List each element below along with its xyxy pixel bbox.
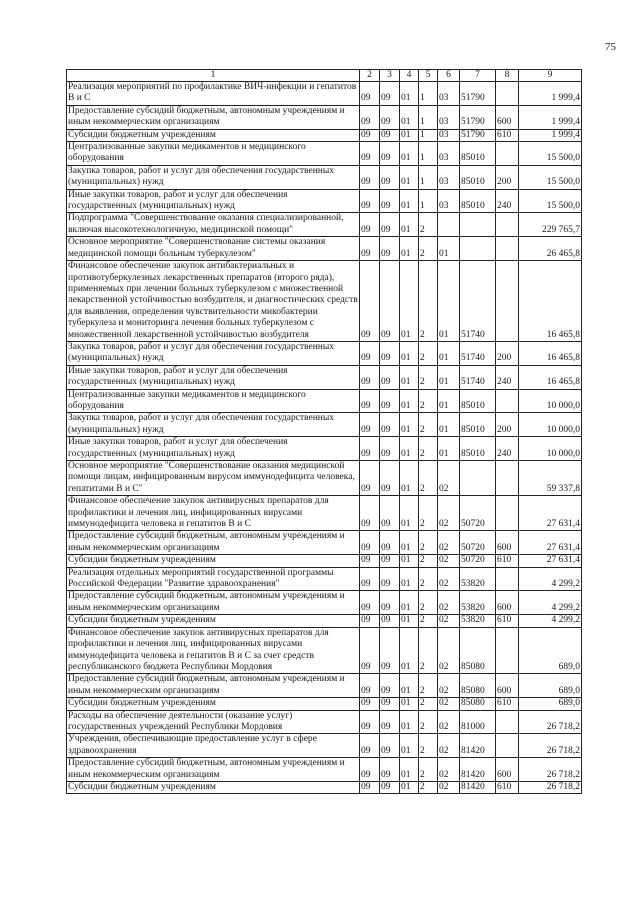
table-row (67, 461, 582, 496)
section-code-cell: 09 (380, 461, 400, 496)
expense-name-cell: Иные закупки товаров, работ и услуг для обеспечения государственных (муниципальных) нужд (67, 189, 360, 213)
program-code-cell: 2 (419, 413, 438, 437)
section-code-cell: 09 (380, 237, 400, 261)
expense-type-code-cell (496, 213, 519, 237)
amount-cell: 15 500,0 (519, 165, 582, 189)
target-code-cell: 85010 (460, 413, 496, 437)
section-code-cell: 09 (380, 555, 400, 567)
program-code-cell: 2 (419, 365, 438, 389)
program-code-cell: 1 (419, 189, 438, 213)
target-code-cell: 81420 (460, 781, 496, 793)
ministry-code-cell: 09 (360, 591, 380, 615)
table-row (67, 615, 582, 627)
program-code-cell: 2 (419, 341, 438, 365)
section-code-cell: 09 (380, 129, 400, 141)
subsection-code-cell: 01 (400, 781, 419, 793)
expense-type-code-cell: 200 (496, 413, 519, 437)
expense-name-cell: Субсидии бюджетным учреждениям (67, 615, 360, 627)
ministry-code-cell: 09 (360, 734, 380, 758)
subsection-code-cell: 01 (400, 142, 419, 166)
target-code-cell: 53820 (460, 567, 496, 591)
amount-cell: 1 999,4 (519, 129, 582, 141)
target-code-cell: 81000 (460, 710, 496, 734)
subprogram-code-cell: 02 (438, 698, 460, 710)
expense-name-cell: Предоставление субсидий бюджетным, автономным учреждениям и иным некоммерческим организациям (67, 531, 360, 555)
program-code-cell: 1 (419, 165, 438, 189)
expense-name-cell: Закупка товаров, работ и услуг для обеспечения государственных (муниципальных) нужд (67, 341, 360, 365)
budget-table (66, 69, 582, 794)
target-code-cell: 51790 (460, 105, 496, 129)
subsection-code-cell: 01 (400, 129, 419, 141)
expense-name-cell: Закупка товаров, работ и услуг для обеспечения государственных (муниципальных) нужд (67, 165, 360, 189)
header-cell: 5 (419, 70, 438, 82)
ministry-code-cell: 09 (360, 496, 380, 531)
amount-cell: 4 299,2 (519, 615, 582, 627)
expense-type-code-cell (496, 142, 519, 166)
program-code-cell: 2 (419, 781, 438, 793)
table-row (67, 261, 582, 342)
page-number: 75 (605, 41, 616, 53)
target-code-cell: 85010 (460, 189, 496, 213)
program-code-cell: 2 (419, 555, 438, 567)
expense-type-code-cell (496, 496, 519, 531)
table-row (67, 165, 582, 189)
subsection-code-cell: 01 (400, 261, 419, 342)
program-code-cell: 2 (419, 698, 438, 710)
table-row (67, 365, 582, 389)
table-row (67, 627, 582, 674)
subprogram-code-cell: 01 (438, 261, 460, 342)
expense-name-cell: Финансовое обеспечение закупок антивирусных препаратов для профилактики и лечения лиц, инфицированных вирусами иммунодефицита человека и гепатитов В и С (67, 496, 360, 531)
target-code-cell: 51790 (460, 82, 496, 106)
ministry-code-cell: 09 (360, 365, 380, 389)
expense-name-cell: Учреждения, обеспечивающие предоставление услуг в сфере здравоохранения (67, 734, 360, 758)
section-code-cell: 09 (380, 365, 400, 389)
ministry-code-cell: 09 (360, 189, 380, 213)
amount-cell: 26 718,2 (519, 710, 582, 734)
program-code-cell: 2 (419, 261, 438, 342)
expense-name-cell: Иные закупки товаров, работ и услуг для обеспечения государственных (муниципальных) нужд (67, 365, 360, 389)
amount-cell: 1 999,4 (519, 105, 582, 129)
expense-name-cell: Предоставление субсидий бюджетным, автономным учреждениям и иным некоммерческим организациям (67, 758, 360, 782)
subsection-code-cell: 01 (400, 461, 419, 496)
header-cell: 6 (438, 70, 460, 82)
table-row (67, 734, 582, 758)
program-code-cell: 2 (419, 437, 438, 461)
table-row (67, 82, 582, 106)
expense-type-code-cell: 600 (496, 591, 519, 615)
ministry-code-cell: 09 (360, 437, 380, 461)
subprogram-code-cell: 02 (438, 781, 460, 793)
program-code-cell: 2 (419, 237, 438, 261)
table-row (67, 189, 582, 213)
subsection-code-cell: 01 (400, 567, 419, 591)
subprogram-code-cell: 02 (438, 496, 460, 531)
expense-type-code-cell: 240 (496, 365, 519, 389)
amount-cell: 4 299,2 (519, 567, 582, 591)
program-code-cell: 2 (419, 531, 438, 555)
amount-cell: 689,0 (519, 627, 582, 674)
target-code-cell (460, 213, 496, 237)
subprogram-code-cell: 01 (438, 389, 460, 413)
target-code-cell: 51790 (460, 129, 496, 141)
subsection-code-cell: 01 (400, 674, 419, 698)
program-code-cell: 2 (419, 496, 438, 531)
subprogram-code-cell: 01 (438, 365, 460, 389)
subprogram-code-cell: 02 (438, 555, 460, 567)
section-code-cell: 09 (380, 142, 400, 166)
target-code-cell: 50720 (460, 531, 496, 555)
amount-cell: 689,0 (519, 674, 582, 698)
section-code-cell: 09 (380, 189, 400, 213)
amount-cell: 59 337,8 (519, 461, 582, 496)
expense-type-code-cell: 610 (496, 555, 519, 567)
amount-cell: 4 299,2 (519, 591, 582, 615)
ministry-code-cell: 09 (360, 758, 380, 782)
expense-name-cell: Субсидии бюджетным учреждениям (67, 129, 360, 141)
target-code-cell: 85080 (460, 627, 496, 674)
ministry-code-cell: 09 (360, 82, 380, 106)
expense-name-cell: Предоставление субсидий бюджетным, автономным учреждениям и иным некоммерческим организациям (67, 674, 360, 698)
subprogram-code-cell (438, 213, 460, 237)
section-code-cell: 09 (380, 261, 400, 342)
table-row (67, 555, 582, 567)
header-cell: 1 (67, 70, 360, 82)
amount-cell: 229 765,7 (519, 213, 582, 237)
amount-cell: 15 500,0 (519, 189, 582, 213)
target-code-cell: 85010 (460, 437, 496, 461)
expense-type-code-cell (496, 237, 519, 261)
ministry-code-cell: 09 (360, 627, 380, 674)
header-cell: 7 (460, 70, 496, 82)
ministry-code-cell: 09 (360, 710, 380, 734)
program-code-cell: 1 (419, 142, 438, 166)
table-row (67, 567, 582, 591)
expense-name-cell: Финансовое обеспечение закупок антибактериальных и противотуберкулезных лекарственных препаратов (второго ряда), применяемых при лечении больных туберкулезом с множественной лекарственной устойчивостью возбудителя, и диагностических средств для выявления, определения чувствительности микобактерии туберкулеза и мониторинга лечения больных туберкулезом с множественной лекарственной устойчивостью возбудителя (68, 261, 358, 340)
expense-name-cell: Реализация отдельных мероприятий государственной программы Российской Федерации "Развитие здравоохранения" (67, 567, 360, 591)
expense-name-cell: Субсидии бюджетным учреждениям (67, 555, 360, 567)
subprogram-code-cell: 02 (438, 567, 460, 591)
section-code-cell: 09 (380, 758, 400, 782)
expense-type-code-cell (496, 627, 519, 674)
program-code-cell: 2 (419, 567, 438, 591)
section-code-cell: 09 (380, 413, 400, 437)
ministry-code-cell: 09 (360, 531, 380, 555)
section-code-cell: 09 (380, 437, 400, 461)
amount-cell: 689,0 (519, 698, 582, 710)
header-row (67, 70, 582, 82)
subprogram-code-cell: 03 (438, 165, 460, 189)
table-row (67, 591, 582, 615)
target-code-cell: 53820 (460, 591, 496, 615)
program-code-cell: 2 (419, 734, 438, 758)
target-code-cell: 51740 (460, 365, 496, 389)
expense-type-code-cell (496, 710, 519, 734)
ministry-code-cell: 09 (360, 461, 380, 496)
expense-name-cell: Реализация мероприятий по профилактике ВИЧ-инфекции и гепатитов В и С (67, 82, 360, 106)
subsection-code-cell: 01 (400, 237, 419, 261)
amount-cell: 16 465,8 (519, 341, 582, 365)
subprogram-code-cell: 02 (438, 591, 460, 615)
subsection-code-cell: 01 (400, 591, 419, 615)
ministry-code-cell: 09 (360, 142, 380, 166)
subsection-code-cell: 01 (400, 413, 419, 437)
subprogram-code-cell: 01 (438, 413, 460, 437)
section-code-cell: 09 (380, 615, 400, 627)
section-code-cell: 09 (380, 710, 400, 734)
section-code-cell: 09 (380, 591, 400, 615)
expense-name-cell: Централизованные закупки медикаментов и медицинского оборудования (67, 389, 360, 413)
amount-cell: 26 718,2 (519, 734, 582, 758)
table-row (67, 698, 582, 710)
program-code-cell: 1 (419, 129, 438, 141)
section-code-cell: 09 (380, 781, 400, 793)
subprogram-code-cell: 03 (438, 189, 460, 213)
table-row (67, 781, 582, 793)
ministry-code-cell: 09 (360, 261, 380, 342)
table-row (67, 341, 582, 365)
program-code-cell: 2 (419, 627, 438, 674)
expense-name-cell: Субсидии бюджетным учреждениям (67, 781, 360, 793)
target-code-cell: 81420 (460, 758, 496, 782)
table-row (67, 758, 582, 782)
subprogram-code-cell: 02 (438, 734, 460, 758)
expense-name-cell: Предоставление субсидий бюджетным, автономным учреждениям и иным некоммерческим организациям (67, 105, 360, 129)
target-code-cell: 53820 (460, 615, 496, 627)
program-code-cell: 2 (419, 213, 438, 237)
subsection-code-cell: 01 (400, 165, 419, 189)
amount-cell: 10 000,0 (519, 389, 582, 413)
expense-type-code-cell (496, 389, 519, 413)
target-code-cell: 85080 (460, 674, 496, 698)
subprogram-code-cell: 01 (438, 437, 460, 461)
expense-name-cell: Подпрограмма "Совершенствование оказания специализированной, включая высокотехнологичную, медицинской помощи" (67, 213, 360, 237)
amount-cell: 26 465,8 (519, 237, 582, 261)
expense-type-code-cell: 200 (496, 341, 519, 365)
table-row (67, 213, 582, 237)
target-code-cell: 85010 (460, 389, 496, 413)
subprogram-code-cell: 02 (438, 461, 460, 496)
expense-type-code-cell: 200 (496, 165, 519, 189)
section-code-cell: 09 (380, 105, 400, 129)
subprogram-code-cell: 01 (438, 237, 460, 261)
amount-cell: 10 000,0 (519, 437, 582, 461)
expense-type-code-cell: 610 (496, 129, 519, 141)
ministry-code-cell: 09 (360, 698, 380, 710)
subsection-code-cell: 01 (400, 734, 419, 758)
subsection-code-cell: 01 (400, 389, 419, 413)
subprogram-code-cell: 02 (438, 710, 460, 734)
amount-cell: 15 500,0 (519, 142, 582, 166)
subsection-code-cell: 01 (400, 496, 419, 531)
header-cell: 9 (519, 70, 582, 82)
target-code-cell (460, 237, 496, 261)
table-row (67, 674, 582, 698)
subprogram-code-cell: 02 (438, 531, 460, 555)
header-cell: 4 (400, 70, 419, 82)
ministry-code-cell: 09 (360, 237, 380, 261)
table-row (67, 105, 582, 129)
table-row (67, 129, 582, 141)
table-body (67, 82, 582, 794)
expense-type-code-cell: 600 (496, 531, 519, 555)
subsection-code-cell: 01 (400, 758, 419, 782)
subsection-code-cell: 01 (400, 710, 419, 734)
ministry-code-cell: 09 (360, 105, 380, 129)
amount-cell: 26 718,2 (519, 758, 582, 782)
table-row (67, 142, 582, 166)
subsection-code-cell: 01 (400, 615, 419, 627)
section-code-cell: 09 (380, 567, 400, 591)
program-code-cell: 2 (419, 461, 438, 496)
section-code-cell: 09 (380, 165, 400, 189)
expense-name-cell: Расходы на обеспечение деятельности (оказание услуг) государственных учреждений Республики Мордовия (67, 710, 360, 734)
table-row (67, 389, 582, 413)
section-code-cell: 09 (380, 674, 400, 698)
expense-type-code-cell: 610 (496, 781, 519, 793)
subprogram-code-cell: 03 (438, 105, 460, 129)
ministry-code-cell: 09 (360, 213, 380, 237)
subprogram-code-cell: 03 (438, 142, 460, 166)
table-row (67, 710, 582, 734)
target-code-cell: 50720 (460, 496, 496, 531)
subsection-code-cell: 01 (400, 531, 419, 555)
ministry-code-cell: 09 (360, 389, 380, 413)
section-code-cell: 09 (380, 82, 400, 106)
program-code-cell: 2 (419, 591, 438, 615)
subprogram-code-cell: 02 (438, 627, 460, 674)
table-row (67, 437, 582, 461)
expense-name-cell: Финансовое обеспечение закупок антивирусных препаратов для профилактики и лечения лиц, инфицированных вирусами иммунодефицита человека и гепатитов В и С за счет средств республиканского бюджета Республики Мордовия (67, 627, 360, 674)
subprogram-code-cell: 01 (438, 341, 460, 365)
program-code-cell: 1 (419, 105, 438, 129)
section-code-cell: 09 (380, 213, 400, 237)
section-code-cell: 09 (380, 341, 400, 365)
expense-type-code-cell: 600 (496, 674, 519, 698)
expense-type-code-cell (496, 734, 519, 758)
subsection-code-cell: 01 (400, 627, 419, 674)
amount-cell: 27 631,4 (519, 496, 582, 531)
section-code-cell: 09 (380, 531, 400, 555)
table-row (67, 237, 582, 261)
target-code-cell: 85010 (460, 165, 496, 189)
subsection-code-cell: 01 (400, 189, 419, 213)
subsection-code-cell: 01 (400, 213, 419, 237)
table-row (67, 413, 582, 437)
subprogram-code-cell: 02 (438, 674, 460, 698)
expense-type-code-cell: 240 (496, 437, 519, 461)
subsection-code-cell: 01 (400, 437, 419, 461)
subsection-code-cell: 01 (400, 365, 419, 389)
subsection-code-cell: 01 (400, 82, 419, 106)
ministry-code-cell: 09 (360, 781, 380, 793)
program-code-cell: 2 (419, 758, 438, 782)
subsection-code-cell: 01 (400, 698, 419, 710)
program-code-cell: 2 (419, 389, 438, 413)
target-code-cell (460, 461, 496, 496)
ministry-code-cell: 09 (360, 341, 380, 365)
expense-name-cell: Основное мероприятие "Совершенствование системы оказания медицинской помощи больным туберкулезом" (67, 237, 360, 261)
expense-type-code-cell: 240 (496, 189, 519, 213)
target-code-cell: 51740 (460, 261, 496, 342)
amount-cell: 27 631,4 (519, 555, 582, 567)
section-code-cell: 09 (380, 389, 400, 413)
program-code-cell: 2 (419, 615, 438, 627)
header-cell: 3 (380, 70, 400, 82)
ministry-code-cell: 09 (360, 567, 380, 591)
table-row (67, 496, 582, 531)
ministry-code-cell: 09 (360, 555, 380, 567)
section-code-cell: 09 (380, 496, 400, 531)
expense-name-cell: Основное мероприятие "Совершенствование оказания медицинской помощи лицам, инфицированным вирусом иммунодефицита человека, гепатитами В и С" (67, 461, 360, 496)
header-cell: 2 (360, 70, 380, 82)
program-code-cell: 2 (419, 674, 438, 698)
amount-cell: 1 999,4 (519, 82, 582, 106)
subprogram-code-cell: 03 (438, 82, 460, 106)
expense-type-code-cell: 610 (496, 698, 519, 710)
expense-type-code-cell: 610 (496, 615, 519, 627)
section-code-cell: 09 (380, 698, 400, 710)
program-code-cell: 1 (419, 82, 438, 106)
expense-name-cell: Централизованные закупки медикаментов и медицинского оборудования (67, 142, 360, 166)
expense-name-cell: Субсидии бюджетным учреждениям (67, 698, 360, 710)
ministry-code-cell: 09 (360, 165, 380, 189)
expense-type-code-cell (496, 567, 519, 591)
expense-type-code-cell (496, 261, 519, 342)
subsection-code-cell: 01 (400, 341, 419, 365)
target-code-cell: 85010 (460, 142, 496, 166)
target-code-cell: 51740 (460, 341, 496, 365)
amount-cell: 26 718,2 (519, 781, 582, 793)
subsection-code-cell: 01 (400, 105, 419, 129)
amount-cell: 27 631,4 (519, 531, 582, 555)
subsection-code-cell: 01 (400, 555, 419, 567)
expense-type-code-cell: 600 (496, 105, 519, 129)
target-code-cell: 85080 (460, 698, 496, 710)
program-code-cell: 2 (419, 710, 438, 734)
amount-cell: 16 465,8 (519, 365, 582, 389)
amount-cell: 10 000,0 (519, 413, 582, 437)
section-code-cell: 09 (380, 627, 400, 674)
expense-type-code-cell: 600 (496, 758, 519, 782)
subprogram-code-cell: 02 (438, 758, 460, 782)
section-code-cell: 09 (380, 734, 400, 758)
subprogram-code-cell: 03 (438, 129, 460, 141)
table-row (67, 531, 582, 555)
ministry-code-cell: 09 (360, 413, 380, 437)
subprogram-code-cell: 02 (438, 615, 460, 627)
expense-name-cell: Иные закупки товаров, работ и услуг для обеспечения государственных (муниципальных) нужд (67, 437, 360, 461)
header-cell: 8 (496, 70, 519, 82)
target-code-cell: 50720 (460, 555, 496, 567)
target-code-cell: 81420 (460, 734, 496, 758)
ministry-code-cell: 09 (360, 129, 380, 141)
amount-cell: 16 465,8 (519, 261, 582, 342)
expense-name-cell: Закупка товаров, работ и услуг для обеспечения государственных (муниципальных) нужд (67, 413, 360, 437)
expense-type-code-cell (496, 461, 519, 496)
expense-type-code-cell (496, 82, 519, 106)
ministry-code-cell: 09 (360, 674, 380, 698)
ministry-code-cell: 09 (360, 615, 380, 627)
expense-name-cell: Предоставление субсидий бюджетным, автономным учреждениям и иным некоммерческим организациям (67, 591, 360, 615)
